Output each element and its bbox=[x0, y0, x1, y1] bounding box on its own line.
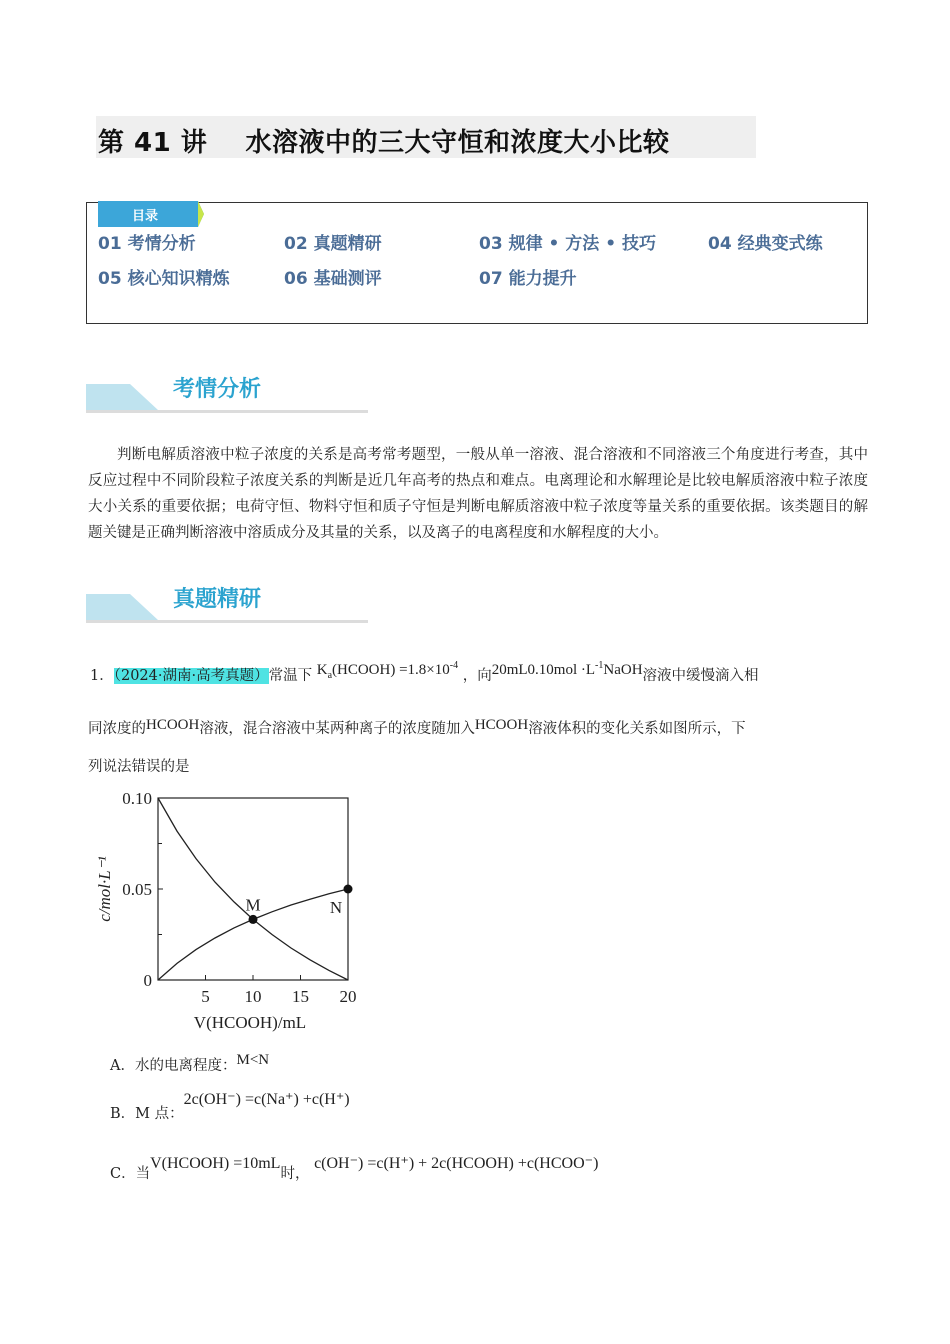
toc-item-ability[interactable]: 07 能力提升 bbox=[479, 269, 577, 289]
point-M bbox=[249, 915, 258, 924]
option-b-math: 2c(OH⁻) =c(Na⁺) +c(H⁺) bbox=[183, 1091, 350, 1108]
section-title-exam: 真题精研 bbox=[173, 587, 262, 612]
analysis-paragraph: 判断电解质溶液中粒子浓度的关系是高考常考题型，一般从单一溶液、混合溶液和不同溶液三个角度进行考查，其中反应过程中不同阶段粒子浓度关系的判断是近几年高考的热点和难点。电离理论和水解理论是比较电解质溶液中粒子浓度大小关系的重要依据；电荷守恒、物料守恒和质子守恒是判断电解质溶液中粒子浓度等量关系的重要依据。该类题目的解题关键是正确判断溶液中溶质成分及其量的关系，以及离子的电离程度和水解程度的大小。 bbox=[88, 447, 868, 541]
y-axis-label: c/mol·L⁻¹ bbox=[95, 856, 114, 922]
point-label-M: M bbox=[245, 895, 261, 915]
x-axis-label: V(HCOOH)/mL bbox=[193, 1013, 307, 1032]
question-text: 溶液中缓慢滴入相 bbox=[642, 668, 759, 684]
toc-item-methods[interactable]: 03 规律 • 方法 • 技巧 bbox=[479, 234, 656, 254]
toc-tag-label: 目录 bbox=[132, 209, 159, 224]
x-tick-label: 20 bbox=[339, 987, 357, 1006]
x-tick-label: 15 bbox=[292, 987, 309, 1006]
x-tick-label: 10 bbox=[244, 987, 262, 1006]
y-tick-label: 0.05 bbox=[122, 880, 152, 899]
question-number: 1． bbox=[90, 668, 114, 684]
toc-item-basic-test[interactable]: 06 基础测评 bbox=[284, 269, 382, 289]
option-c-math-volume: V(HCOOH) =10mL bbox=[150, 1155, 281, 1172]
question-source: （2024·湖南·高考真题） bbox=[113, 668, 269, 684]
concentration-chart bbox=[90, 784, 380, 1034]
question-line-2: 同浓度的HCOOH溶液，混合溶液中某两种离子的浓度随加入HCOOH溶液体积的变化关系如图所示，下 bbox=[88, 717, 746, 737]
toc-item-practice[interactable]: 04 经典变式练 bbox=[708, 234, 823, 254]
option-a[interactable]: A．水的电离程度：M<N bbox=[110, 1052, 270, 1074]
option-c-math-equation: c(OH⁻) =c(H⁺) + 2c(HCOOH) +c(HCOO⁻) bbox=[314, 1155, 599, 1172]
hcooh-formula: HCOOH bbox=[146, 717, 200, 733]
point-N bbox=[344, 885, 353, 894]
page-title: 第 41 讲 水溶液中的三大守恒和浓度大小比较 bbox=[98, 128, 670, 158]
question-line-1 bbox=[90, 660, 759, 687]
toc-item-knowledge[interactable]: 05 核心知识精炼 bbox=[98, 269, 230, 289]
option-a-math: M<N bbox=[236, 1052, 270, 1068]
y-tick-label: 0 bbox=[143, 971, 152, 990]
concentration-expression: $20mL0.10mol \cdot L^{-1}NaOH$ bbox=[491, 660, 643, 678]
plot-frame bbox=[158, 798, 348, 980]
toc-item-exam[interactable]: 02 真题精研 bbox=[284, 234, 382, 254]
hcooh-formula: HCOOH bbox=[474, 717, 529, 733]
option-b[interactable]: B．M 点：2c(OH⁻) =c(Na⁺) +c(H⁺) bbox=[110, 1091, 350, 1122]
ka-expression: $K_a(HCOOH) =1.8\times 10^{-4}$ bbox=[316, 660, 459, 681]
option-c[interactable]: C．当V(HCOOH) =10mL时， c(OH⁻) =c(H⁺) + 2c(HCOOH) +c(HCOO⁻) bbox=[110, 1155, 599, 1182]
y-tick-label: 0.10 bbox=[122, 789, 152, 808]
question-text: ，向 bbox=[462, 668, 492, 684]
question-text: 常温下 bbox=[268, 668, 313, 684]
point-label-N: N bbox=[329, 898, 343, 917]
toc-item-analysis[interactable]: 01 考情分析 bbox=[98, 234, 196, 254]
series-line-1 bbox=[158, 798, 348, 980]
question-line-3: 列说法错误的是 bbox=[88, 759, 190, 775]
x-tick-label: 5 bbox=[201, 987, 210, 1006]
section-title-analysis: 考情分析 bbox=[173, 377, 262, 402]
